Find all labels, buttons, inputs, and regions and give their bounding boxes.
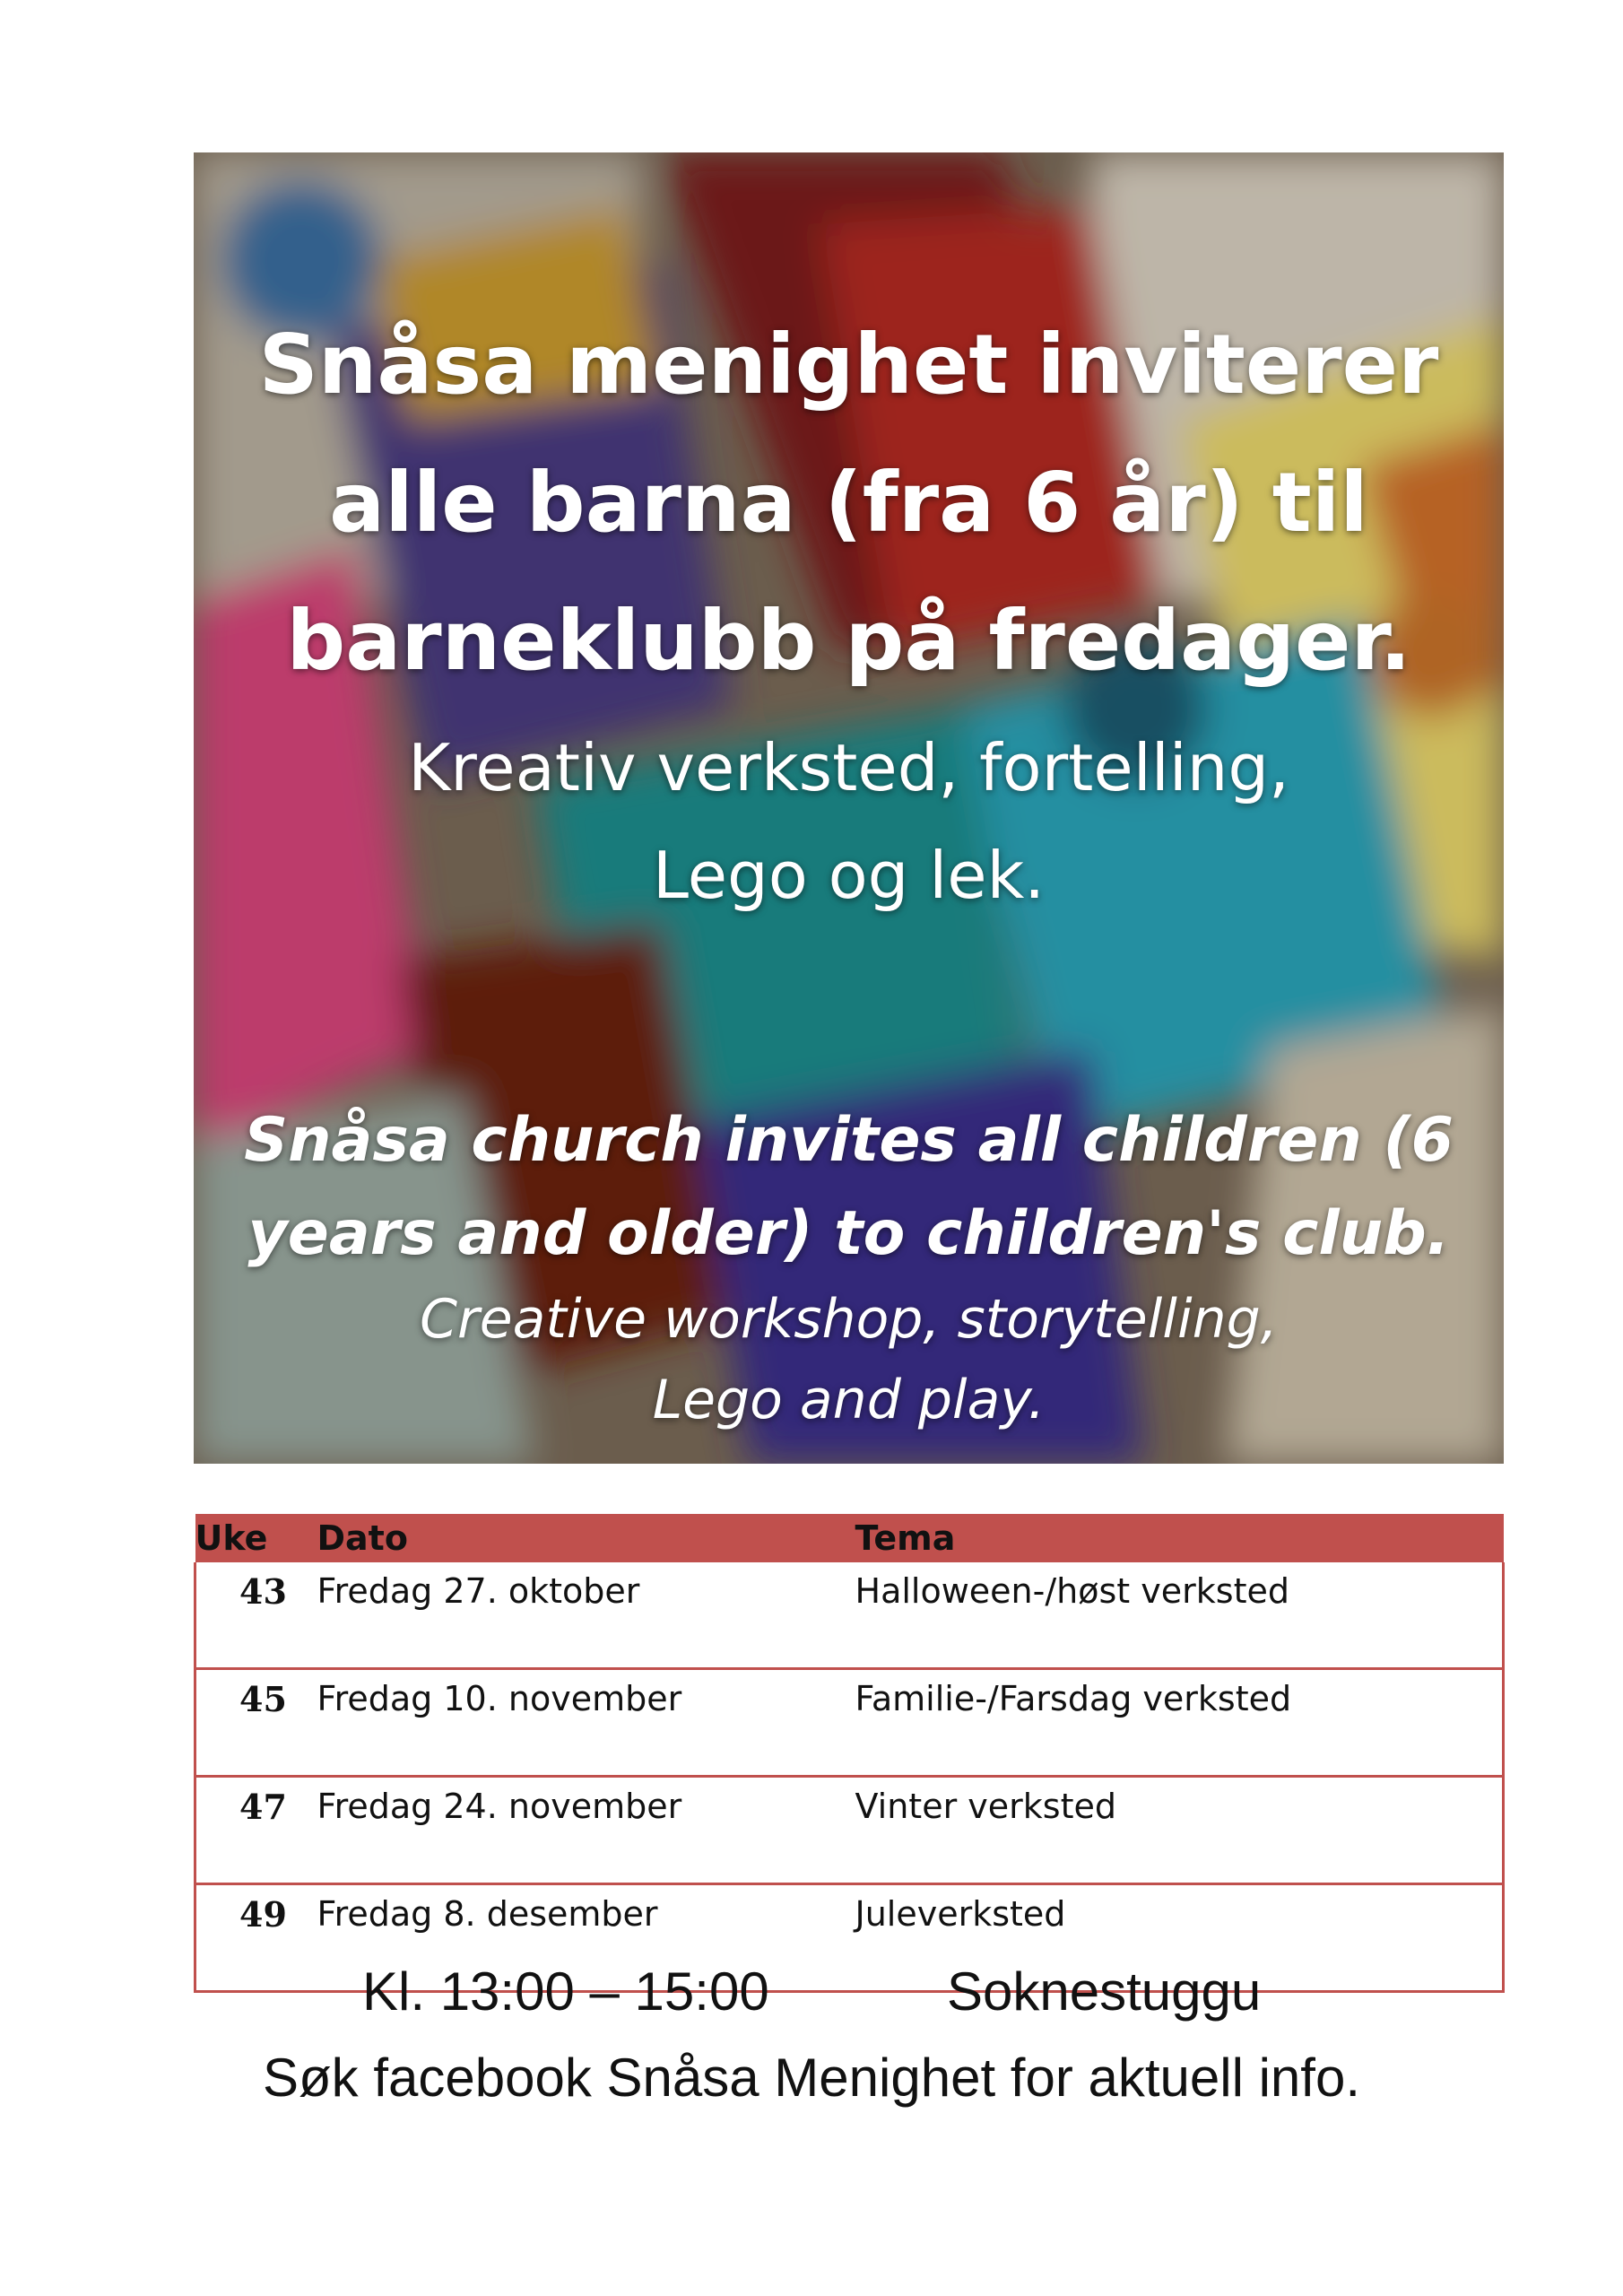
hero-english-title-line: years and older) to children's club. [247, 1198, 1450, 1269]
week-cell: 43 [195, 1562, 317, 1669]
date-cell: Fredag 8. desember [317, 1884, 855, 1992]
hero-title-line: barneklubb på fredager. [286, 593, 1411, 689]
date-cell: Fredag 27. oktober [317, 1562, 855, 1669]
theme-cell: Halloween-/høst verksted [855, 1562, 1504, 1669]
week-cell: 49 [195, 1884, 317, 1992]
header-tema: Tema [855, 1514, 1504, 1562]
hero-english-subtitle-line: Creative workshop, storytelling, [420, 1288, 1278, 1351]
theme-cell: Juleverksted [855, 1884, 1504, 1992]
hero-title-line: Snåsa menighet inviterer [258, 317, 1439, 413]
hero-english-title [194, 1094, 1504, 1281]
theme-cell: Familie-/Farsdag verksted [855, 1669, 1504, 1777]
schedule-table [194, 1514, 1505, 1993]
table-row [195, 1562, 1504, 1669]
facebook-info: Søk facebook Snåsa Menighet for aktuell info. [262, 2048, 1361, 2108]
header-dato: Dato [317, 1514, 855, 1562]
hero-subtitle [194, 714, 1504, 929]
table-row [195, 1669, 1504, 1777]
hero-subtitle-line: Lego og lek. [652, 838, 1046, 913]
hero-image [194, 152, 1504, 1464]
week-cell: 47 [195, 1777, 317, 1884]
hero-english-subtitle [194, 1279, 1504, 1440]
time-text: Kl. 13:00 – 15:00 [362, 1961, 769, 2022]
hero-title-line: alle barna (fra 6 år) til [329, 455, 1368, 551]
header-uke: Uke [195, 1514, 317, 1562]
hero-english-title-line: Snåsa church invites all children (6 [244, 1105, 1454, 1176]
week-cell: 45 [195, 1669, 317, 1777]
table-row [195, 1777, 1504, 1884]
table-header-row [195, 1514, 1504, 1562]
hero-title [194, 296, 1504, 710]
date-cell: Fredag 24. november [317, 1777, 855, 1884]
theme-cell: Vinter verksted [855, 1777, 1504, 1884]
place-text: Soknestuggu [947, 1961, 1262, 2022]
date-cell: Fredag 10. november [317, 1669, 855, 1777]
hero-subtitle-line: Kreativ verksted, fortelling, [408, 730, 1289, 805]
hero-english-subtitle-line: Lego and play. [652, 1369, 1046, 1431]
